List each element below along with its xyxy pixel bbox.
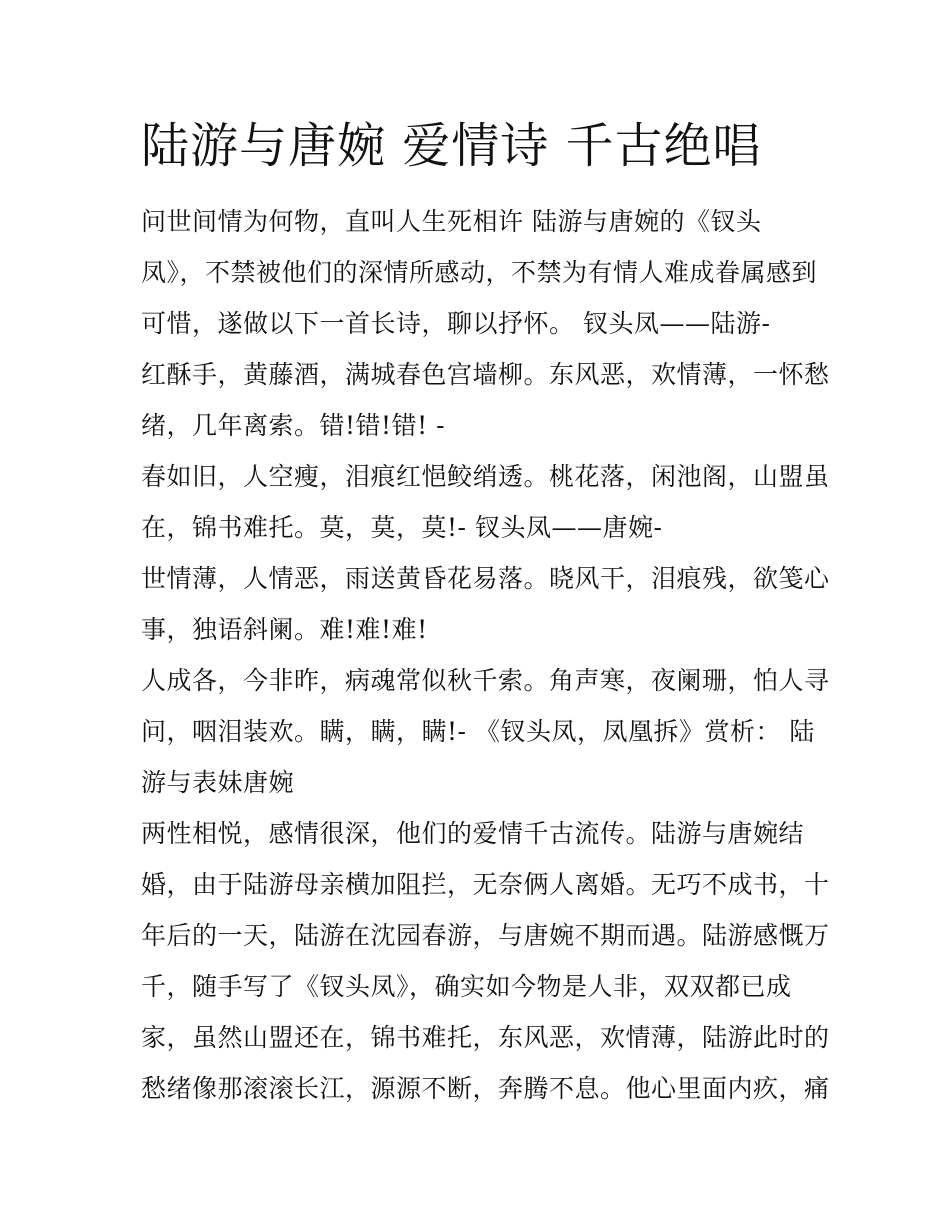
text-line: 事，独语斜阑。难!难!难! [141, 615, 428, 644]
text-line: 凤》，不禁被他们的深情所感动，不禁为有情人难成眷属感到 [141, 258, 818, 287]
text-line: 婚，由于陆游母亲横加阻拦，无奈俩人离婚。无巧不成书，十 [141, 870, 830, 899]
text-line: 红酥手，黄藤酒，满城春色宫墙柳。东风恶，欢情薄，一怀愁 [141, 360, 830, 389]
text-line: 千，随手写了《钗头凤》，确实如今物是人非，双双都已成 [141, 972, 792, 1001]
text-line: 在，锦书难托。莫，莫，莫!- 钗头凤——唐婉- [141, 513, 663, 542]
document-body [141, 196, 830, 1114]
text-line: 家，虽然山盟还在，锦书难托，东风恶，欢情薄，陆游此时的 [141, 1023, 830, 1052]
text-line: 春如旧，人空瘦，泪痕红悒鲛绡透。桃花落，闲池阁，山盟虽 [141, 462, 830, 491]
text-line: 世情薄，人情恶，雨送黄昏花易落。晓风干，泪痕残，欲笺心 [141, 564, 830, 593]
text-line: 年后的一天，陆游在沈园春游，与唐婉不期而遇。陆游感慨万 [141, 921, 830, 950]
text-line: 愁绪像那滚滚长江，源源不断，奔腾不息。他心里面内疚，痛 [141, 1074, 830, 1103]
text-line: 游与表妹唐婉 [141, 768, 295, 797]
text-line: 问，咽泪装欢。瞒，瞒，瞒!- 《钗头凤，凤凰拆》赏析： 陆 [141, 717, 815, 746]
text-line: 问世间情为何物，直叫人生死相许 陆游与唐婉的《钗头 [141, 207, 762, 236]
document-title: 陆游与唐婉 爱情诗 千古绝唱 [141, 118, 762, 174]
text-line: 可惜，遂做以下一首长诗，聊以抒怀。 钗头凤——陆游- [141, 309, 771, 338]
text-line: 两性相悦，感情很深，他们的爱情千古流传。陆游与唐婉结 [141, 819, 805, 848]
text-line: 人成各，今非昨，病魂常似秋千索。角声寒，夜阑珊，怕人寻 [141, 666, 830, 695]
text-line: 绪，几年离索。错!错!错! - [141, 411, 446, 440]
